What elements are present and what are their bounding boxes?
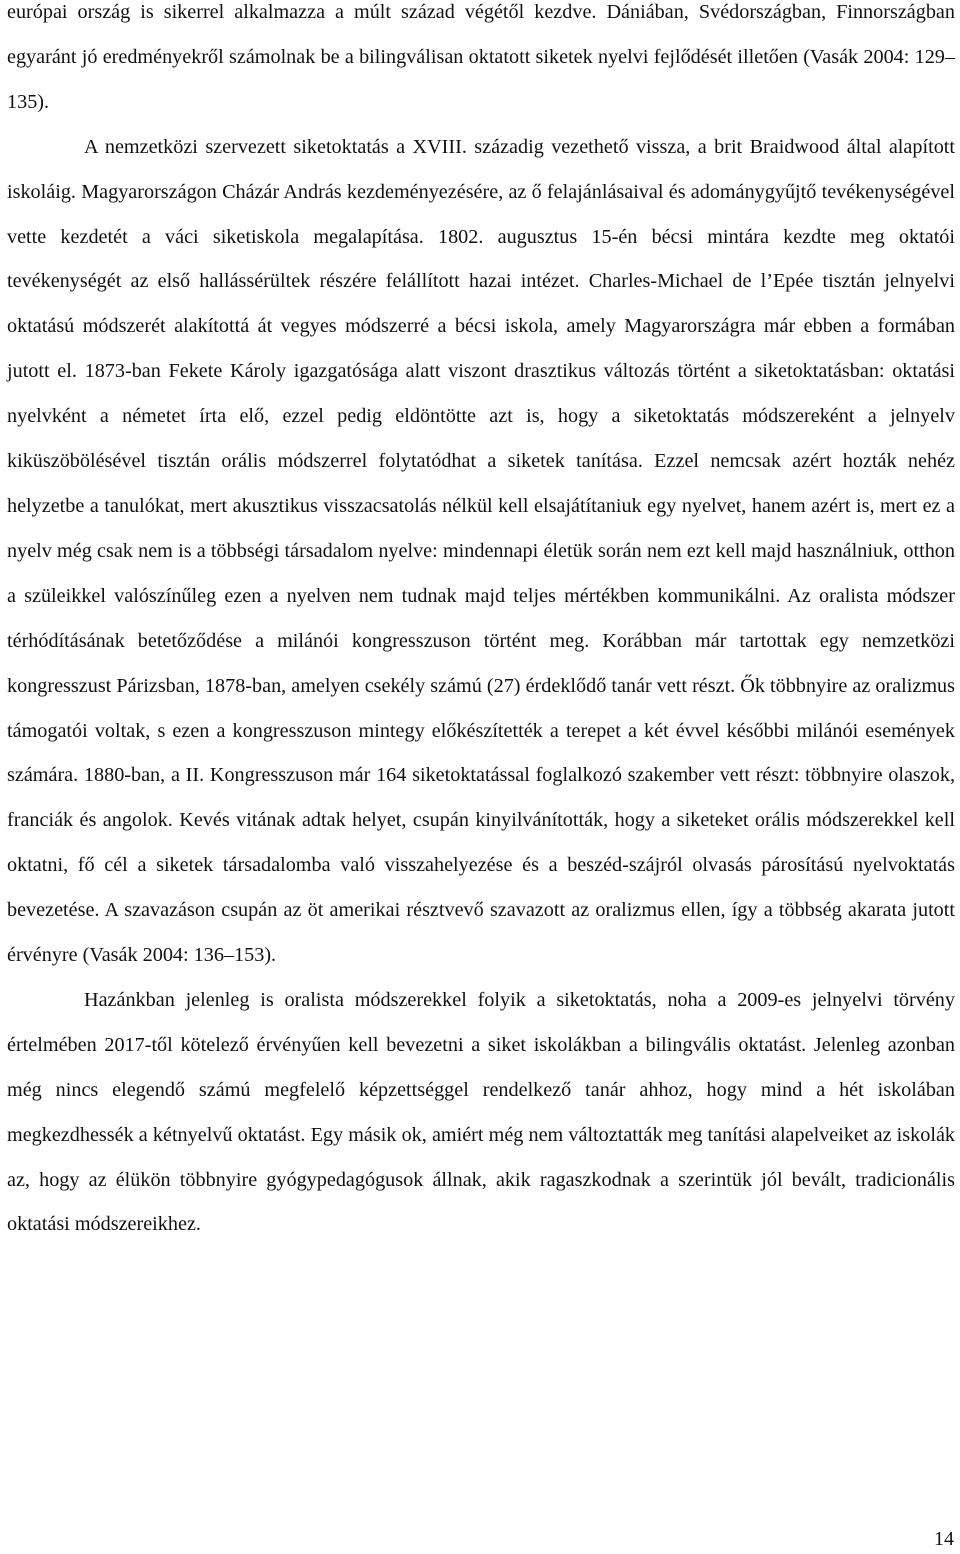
document-page — [7, 0, 955, 1247]
paragraph-history: A nemzetközi szervezett siketoktatás a XVIII. századig vezethető vissza, a brit Braidwood által alapított iskoláig. Magyarországon Cházár András kezdeményezésére, az ő felajánlásaival és adománygyűjtő tevékenységével vette kezdetét a váci siketiskola megalapítása. 1802. augusztus 15-én bécsi mintára kezdte meg oktatói tevékenységét az első hallássérültek részére felállított hazai intézet. Charles-Michael de l’Epée tisztán jelnyelvi oktatású módszerét alakítottá át vegyes módszerré a bécsi iskola, amely Magyarországra már ebben a formában jutott el. 1873-ban Fekete Károly igazgatósága alatt viszont drasztikus változás történt a siketoktatásban: oktatási nyelvként a németet írta elő, ezzel pedig eldöntötte azt is, hogy a siketoktatás módszereként a jelnyelv kiküszöbölésével tisztán orális módszerrel folytatódhat a siketek tanítása. Ezzel nemcsak azért hozták nehéz helyzetbe a tanulókat, mert akusztikus visszacsatolás nélkül kell elsajátítaniuk egy nyelvet, hanem azért is, mert ez a nyelv még csak nem is a többségi társadalom nyelve: mindennapi életük során nem ezt kell majd használniuk, otthon a szüleikkel valószínűleg ezen a nyelven nem tudnak majd teljes mértékben kommunikálni. Az oralista módszer térhódításának betetőződése a milánói kongresszuson történt meg. Korábban már tartottak egy nemzetközi kongresszust Párizsban, 1878-ban, amelyen csekély számú (27) érdeklődő tanár vett részt. Ők többnyire az oralizmus támogatói voltak, s ezen a kongresszuson mintegy előkészítették a terepet a két évvel későbbi milánói események számára. 1880-ban, a II. Kongresszuson már 164 siketoktatással foglalkozó szakember vett részt: többnyire olaszok, franciák és angolok. Kevés vitának adtak helyet, csupán kinyilvánították, hogy a siketeket orális módszerekkel kell oktatni, fő cél a siketek társadalomba való visszahelyezése és a beszéd-szájról olvasás párosítású nyelvoktatás bevezetése. A szavazáson csupán az öt amerikai résztvevő szavazott az oralizmus ellen, így a többség akarata jutott érvényre (Vasák 2004: 136–153). — [7, 135, 955, 967]
page-number: 14 — [934, 1528, 954, 1550]
paragraph-current-situation: Hazánkban jelenleg is oralista módszerekkel folyik a siketoktatás, noha a 2009-es jelnyelvi törvény értelmében 2017-től kötelező érvényűen kell bevezetni a siket iskolákban a bilingvális oktatást. Jelenleg azonban még nincs elegendő számú megfelelő képzettséggel rendelkező tanár ahhoz, hogy mind a hét iskolában megkezdhessék a kétnyelvű oktatást. Egy másik ok, amiért még nem változtatták meg tanítási alapelveiket az iskolák az, hogy az élükön többnyire gyógypedagógusok állnak, akik ragaszkodnak a szerintük jól bevált, tradicionális oktatási módszereikhez. — [7, 988, 955, 1236]
paragraph-continuation: európai ország is sikerrel alkalmazza a múlt század végétől kezdve. Dániában, Svédországban, Finnországban egyaránt jó eredményekről számolnak be a bilingválisan oktatott siketek nyelvi fejlődését illetően (Vasák 2004: 129–135). — [7, 1, 955, 113]
